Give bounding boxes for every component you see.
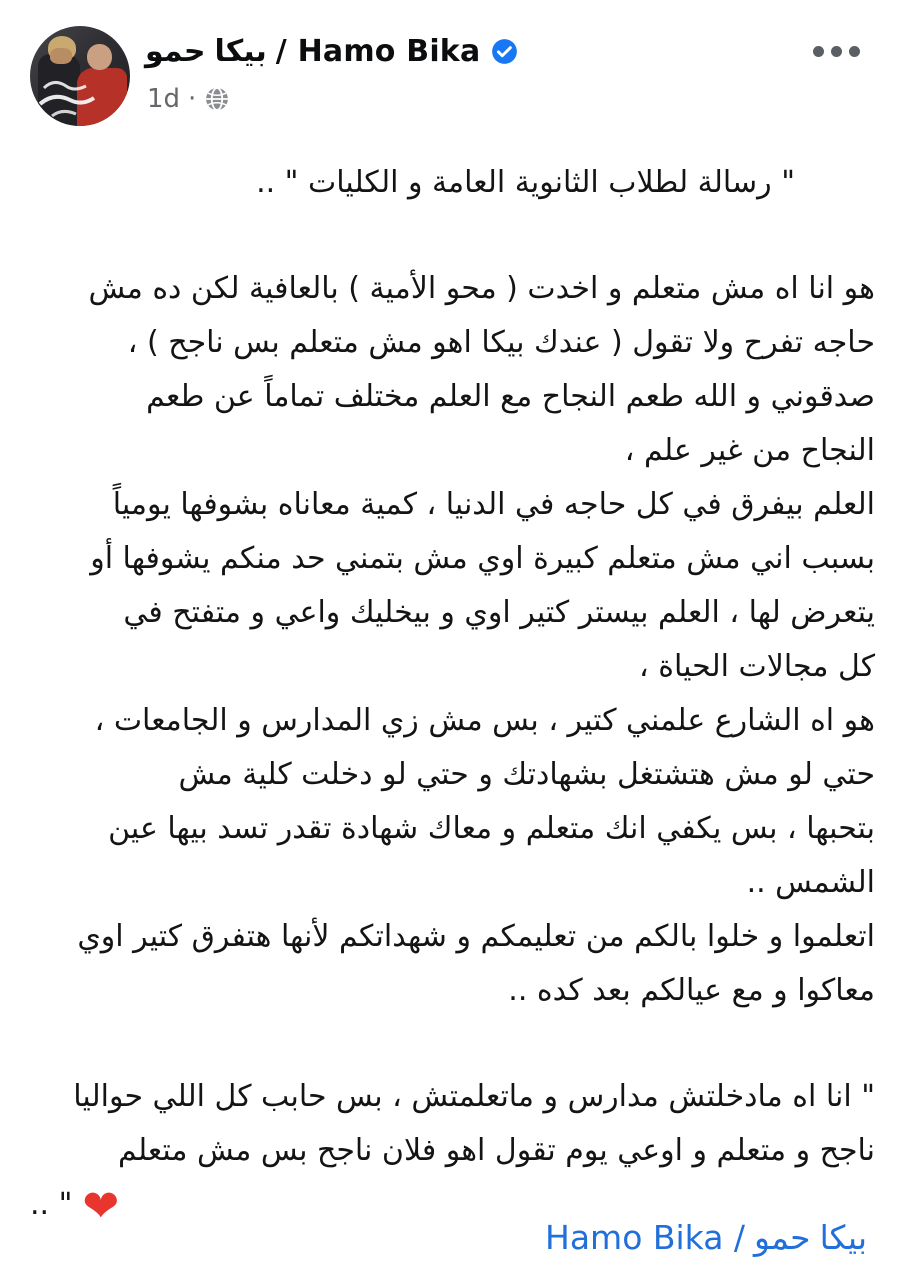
post-text-line: معاكوا و مع عيالكم بعد كده .. xyxy=(508,973,875,1008)
signature-arabic-word1: حمو xyxy=(754,1218,811,1257)
post-text-line: الشمس .. xyxy=(746,865,875,900)
closing-quote-text: " .. xyxy=(30,1187,73,1222)
post-text-line: بتحبها ، بس يكفي انك متعلم و معاك شهادة تقدر تسد بيها عين xyxy=(108,811,875,846)
page-name-latin: / Hamo Bika xyxy=(275,34,481,69)
signature-latin: Hamo Bika / xyxy=(545,1218,746,1257)
avatar-calligraphy-overlay xyxy=(30,26,130,126)
post-text-line: حاجه تفرح ولا تقول ( عندك بيكا اهو مش متعلم بس ناجح ) ، xyxy=(127,325,875,360)
page-name-arabic-word1: حمو xyxy=(145,34,206,69)
signature-arabic-word2: بيكا xyxy=(819,1218,867,1257)
profile-picture[interactable] xyxy=(30,26,130,126)
post-text-line: " رسالة لطلاب الثانوية العامة و الكليات " .. xyxy=(256,165,795,200)
post-text-line: اتعلموا و خلوا بالكم من تعليمكم و شهداتكم لأنها هتفرق كتير اوي xyxy=(77,919,875,954)
page-name[interactable] xyxy=(145,34,518,69)
post-text-line: ناجح و متعلم و اوعي يوم تقول اهو فلان ناجح بس مش متعلم xyxy=(117,1133,875,1168)
ellipsis-dot xyxy=(849,46,860,57)
post-header xyxy=(30,24,877,126)
post-meta xyxy=(147,84,230,114)
post-text-line: كل مجالات الحياة ، xyxy=(639,649,875,684)
post-text-line: بسبب اني مش متعلم كبيرة اوي مش بتمني حد منكم يشوفها أو xyxy=(90,541,875,576)
post-text-line: صدقوني و الله طعم النجاح مع العلم مختلف تماماً عن طعم xyxy=(146,379,875,414)
post-text-line: حتي لو مش هتشتغل بشهادتك و حتي لو دخلت كلية مش xyxy=(178,757,875,792)
signature-link[interactable] xyxy=(545,1218,867,1257)
verified-badge-icon xyxy=(491,38,518,65)
page-name-arabic-word2: بيكا xyxy=(214,34,267,69)
post-text-line: هو اه الشارع علمني كتير ، بس مش زي المدارس و الجامعات ، xyxy=(94,703,875,738)
post-text-line: النجاح من غير علم ، xyxy=(624,433,875,468)
globe-icon xyxy=(204,86,230,112)
post-text-line: يتعرض لها ، العلم بيستر كتير اوي و بيخليك واعي و متفتح في xyxy=(123,595,875,630)
ellipsis-dot xyxy=(813,46,824,57)
heart-emoji: ❤ xyxy=(82,1181,120,1232)
post-timestamp[interactable]: 1d xyxy=(147,84,181,114)
post-text-line: " انا اه مادخلتش مدارس و ماتعلمتش ، بس حابب كل اللي حواليا xyxy=(73,1079,875,1114)
meta-dot-separator: · xyxy=(188,84,197,114)
post-options-button[interactable] xyxy=(813,36,869,66)
post-text-line: هو انا اه مش متعلم و اخدت ( محو الأمية ) بالعافية لكن ده مش xyxy=(88,271,875,306)
ellipsis-dot xyxy=(831,46,842,57)
post-text xyxy=(30,156,875,1232)
post-text-line: العلم بيفرق في كل حاجه في الدنيا ، كمية معاناه بشوفها يومياً xyxy=(112,487,875,522)
